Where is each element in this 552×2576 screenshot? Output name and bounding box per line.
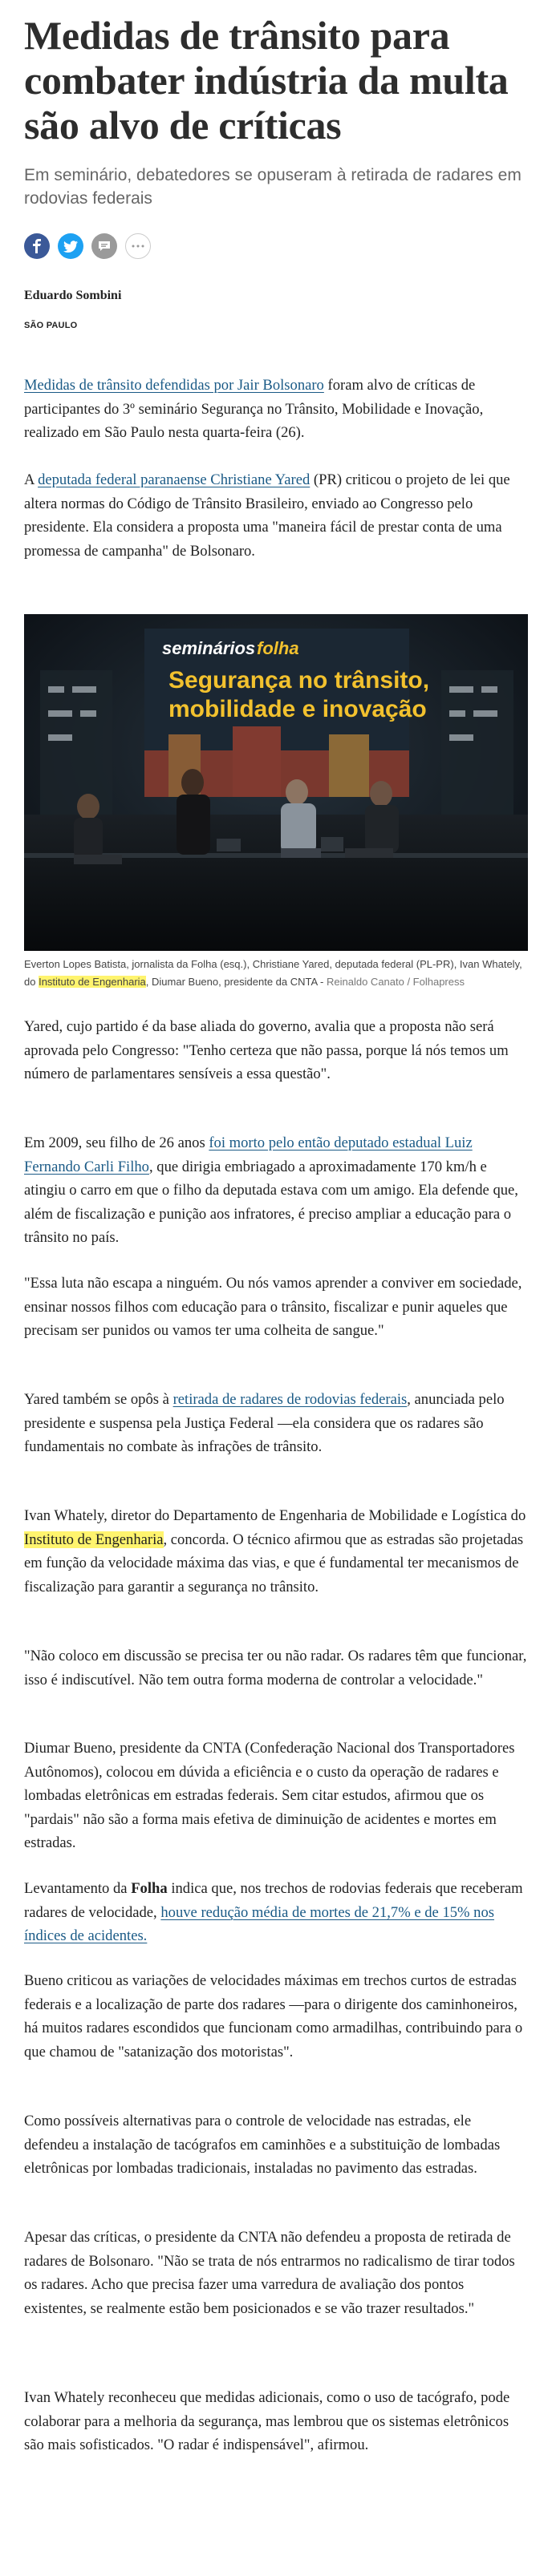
paragraph-14: Ivan Whately reconheceu que medidas adicionais, como o uso de tacógrafo, pode colaborar para a melhoria da segurança, mas lembrou que os sistemas eletrônicos são mais sofisticados. "O radar é indispensável", afirmou. [24,2389,510,2453]
article-page [0,13,552,2576]
paragraph-2: A deputada federal paranaense Christiane Yared (PR) criticou o projeto de lei que altera normas do Código de Trânsito Brasileiro, enviado ao Congresso pelo presidente. Ela considera a proposta uma "maneira fácil de prestar conta de uma promessa de campanha" de Bolsonaro. [24,471,510,560]
standfirst: Em seminário, debatedores se opuseram à retirada de radares em rodovias federais [24,166,522,208]
banner-brand-b: folha [257,638,299,658]
banner-brand-a: seminários [162,638,256,658]
share-bar [24,233,528,260]
link-christiane-yared[interactable]: deputada federal paranaense Christiane Yared [38,471,310,488]
dateline: SÃO PAULO [24,321,78,330]
paragraph-4: Em 2009, seu filho de 26 anos foi morto pelo então deputado estadual Luiz Fernando Carli Filho, que dirigia embriagado a aproximadamente 170 km/h e atingiu o carro em que o filho da deputada estava com um amigo. Ela defende que, além de fiscalização e punição aos infratores, é preciso ampliar a educação para o trânsito no país. [24,1134,518,1246]
paragraph-1: Medidas de trânsito defendidas por Jair Bolsonaro foram alvo de críticas de participantes do 3º seminário Segurança no Trânsito, Mobilidade e Inovação, realizado em São Paulo nesta quarta-feira (26). [24,377,484,441]
paragraph-9: Diumar Bueno, presidente da CNTA (Confederação Nacional dos Transportadores Autônomos), colocou em dúvida a eficiência e o custo da operação de radares e lombadas eletrônicas em estradas federais. Sem citar estudos, afirmou que os "pardais" não são a forma mais efetiva de diminuição de acidentes e mortes em estradas. [24,1740,515,1851]
caption-highlight[interactable]: Instituto de Engenharia [39,976,146,988]
link-retirada-radares[interactable]: retirada de radares de rodovias federais [172,1391,408,1408]
photo-figure [24,614,528,991]
paragraph-7: Ivan Whately, diretor do Departamento de Engenharia de Mobilidade e Logística do Instituto de Engenharia, concorda. O técnico afirmou que as estradas são projetadas em função da velocidade máxima das vias, e que é fundamental ter mecanismos de fiscalização para garantir a segurança no trânsito. [24,1507,526,1595]
paragraph-3: Yared, cujo partido é da base aliada do governo, avalia que a proposta não será aprovada pelo Congresso: "Tenho certeza que não passa, porque lá nós temos um número de parlamentares sensíveis a essa questão". [24,1018,509,1082]
paragraph-10: Levantamento da Folha indica que, nos trechos de rodovias federais que receberam radares de velocidade, houve redução média de mortes de 21,7% e de 15% nos índices de acidentes. [24,1880,523,1944]
paragraph-11: Bueno criticou as variações de velocidades máximas em trechos curtos de estradas federais e a localização de parte dos radares —para o dirigente dos caminhoneiros, há muitos radares escondidos que funcionam como armadilhas, contribuindo para o que chamou de "satanização dos motoristas". [24,1972,523,2060]
banner-line-1: Segurança no trânsito, [168,667,430,694]
banner-line-2: mobilidade e inovação [168,696,427,722]
paragraph-13: Apesar das críticas, o presidente da CNTA não defendeu a proposta de retirada de radares de Bolsonaro. "Não se trata de nós entrarmos no radicalismo de tirar todos os radares. Acho que precisa fazer uma varredura de avaliação dos pontos existentes, se realmente estão bem posicionados e se vão trazer resultados." [24,2229,515,2317]
more-icon[interactable] [125,233,151,259]
event-photo[interactable] [24,614,528,951]
link-carli-filho[interactable]: foi morto pelo então deputado estadual Luiz Fernando Carli Filho [24,1134,473,1175]
headline: Medidas de trânsito para combater indústria da multa são alvo de críticas [24,13,509,148]
paragraph-12: Como possíveis alternativas para o controle de velocidade nas estradas, ele defendeu a instalação de tacógrafos em caminhões e a substituição de lombadas eletrônicas por lombadas tradicionais, instaladas no pavimento das estradas. [24,2113,501,2177]
paragraph-8: "Não coloco em discussão se precisa ter ou não radar. Os radares têm que funcionar, isso é indiscutível. Não tem outra forma moderna de controlar a velocidade." [24,1648,527,1688]
facebook-icon[interactable] [24,233,50,259]
author-name[interactable]: Eduardo Sombini [24,289,122,302]
highlight-instituto-engenharia[interactable]: Instituto de Engenharia [24,1531,164,1548]
link-medidas-bolsonaro[interactable]: Medidas de trânsito defendidas por Jair Bolsonaro [24,377,324,394]
paragraph-6: Yared também se opôs à retirada de radares de rodovias federais, anunciada pelo presidente e suspensa pela Justiça Federal —ela considera que os radares são fundamentais no combate às infrações de trânsito. [24,1391,505,1455]
photo-credit: Reinaldo Canato / Folhapress [327,976,465,988]
paragraph-5: "Essa luta não escapa a ninguém. Ou nós vamos aprender a conviver em sociedade, ensinar nossos filhos com educação para o trânsito, fiscalizar e punir aqueles que precisam ser punidos ou vamos ter uma colheita de sangue." [24,1275,522,1339]
comment-icon[interactable] [91,233,117,259]
link-reducao-mortes[interactable]: houve redução média de mortes de 21,7% e de 15% nos índices de acidentes. [24,1903,495,1944]
photo-caption: Everton Lopes Batista, jornalista da Folha (esq.), Christiane Yared, deputada federal (PL-PR), Ivan Whately, do Instituto de Engenharia, Diumar Bueno, presidente da CNTA - Reinaldo Canato / Folhapress [24,958,522,988]
twitter-icon[interactable] [58,233,83,259]
